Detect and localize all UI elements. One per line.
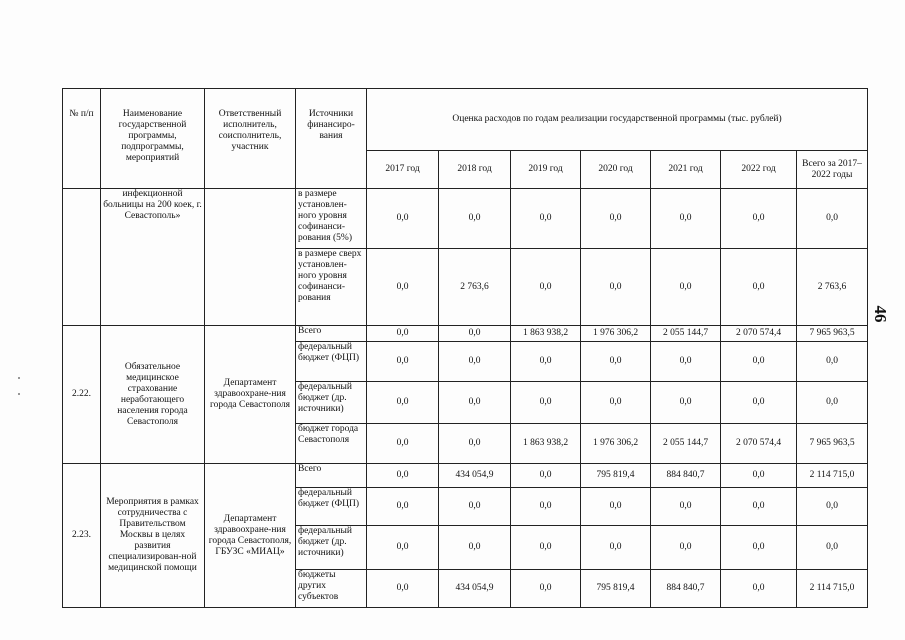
value-cell: 0,0 bbox=[797, 382, 868, 424]
value-cell: 884 840,7 bbox=[651, 570, 721, 608]
value-cell: 0,0 bbox=[367, 342, 439, 382]
value-cell: 884 840,7 bbox=[651, 464, 721, 488]
value-cell: 0,0 bbox=[367, 326, 439, 342]
value-cell: 0,0 bbox=[367, 464, 439, 488]
margin-dot bbox=[18, 393, 20, 395]
value-cell: 0,0 bbox=[367, 249, 439, 326]
value-cell: 0,0 bbox=[651, 249, 721, 326]
value-cell: 2 763,6 bbox=[439, 249, 511, 326]
table-row bbox=[63, 326, 868, 342]
header-year-2022: 2022 год bbox=[721, 151, 797, 189]
value-cell: 0,0 bbox=[651, 189, 721, 249]
value-cell: 0,0 bbox=[511, 464, 581, 488]
value-cell: 1 976 306,2 bbox=[581, 424, 651, 464]
row-source: Всего bbox=[296, 326, 367, 342]
row-source: Всего bbox=[296, 464, 367, 488]
value-cell: 0,0 bbox=[581, 526, 651, 570]
value-cell: 2 114 715,0 bbox=[797, 570, 868, 608]
header-year-2018: 2018 год bbox=[439, 151, 511, 189]
value-cell: 0,0 bbox=[581, 249, 651, 326]
value-cell: 795 819,4 bbox=[581, 464, 651, 488]
value-cell: 0,0 bbox=[511, 526, 581, 570]
value-cell: 0,0 bbox=[439, 189, 511, 249]
value-cell: 2 763,6 bbox=[797, 249, 868, 326]
value-cell: 0,0 bbox=[721, 189, 797, 249]
header-sources: Источники финансиро-вания bbox=[296, 89, 367, 189]
value-cell: 0,0 bbox=[439, 326, 511, 342]
value-cell: 0,0 bbox=[581, 342, 651, 382]
value-cell: 0,0 bbox=[581, 189, 651, 249]
value-cell: 1 863 938,2 bbox=[511, 424, 581, 464]
header-row-top bbox=[63, 89, 868, 151]
value-cell: 2 055 144,7 bbox=[651, 326, 721, 342]
row-source: в размере установлен-ного уровня софинанси-рования (5%) bbox=[296, 189, 367, 249]
value-cell: 0,0 bbox=[797, 488, 868, 526]
value-cell: 0,0 bbox=[797, 189, 868, 249]
value-cell: 0,0 bbox=[511, 342, 581, 382]
value-cell: 2 070 574,4 bbox=[721, 424, 797, 464]
row-num: 2.22. bbox=[63, 326, 101, 464]
value-cell: 0,0 bbox=[721, 342, 797, 382]
row-source: федеральный бюджет (др. источники) bbox=[296, 526, 367, 570]
value-cell: 795 819,4 bbox=[581, 570, 651, 608]
value-cell: 1 976 306,2 bbox=[581, 326, 651, 342]
value-cell: 0,0 bbox=[439, 424, 511, 464]
row-name: инфекционной больницы на 200 коек, г. Севастополь» bbox=[101, 189, 205, 326]
value-cell: 434 054,9 bbox=[439, 570, 511, 608]
value-cell: 1 863 938,2 bbox=[511, 326, 581, 342]
value-cell: 0,0 bbox=[439, 342, 511, 382]
header-year-2021: 2021 год bbox=[651, 151, 721, 189]
value-cell: 7 965 963,5 bbox=[797, 326, 868, 342]
value-cell: 0,0 bbox=[651, 526, 721, 570]
header-responsible: Ответственный исполнитель, соисполнитель, участник bbox=[205, 89, 296, 189]
value-cell: 0,0 bbox=[721, 526, 797, 570]
value-cell: 0,0 bbox=[797, 342, 868, 382]
value-cell: 2 055 144,7 bbox=[651, 424, 721, 464]
value-cell: 0,0 bbox=[721, 488, 797, 526]
value-cell: 0,0 bbox=[367, 570, 439, 608]
value-cell: 0,0 bbox=[367, 488, 439, 526]
value-cell: 0,0 bbox=[511, 488, 581, 526]
row-num: 2.23. bbox=[63, 464, 101, 608]
table-row bbox=[63, 464, 868, 488]
header-year-total: Всего за 2017–2022 годы bbox=[797, 151, 868, 189]
value-cell: 0,0 bbox=[721, 570, 797, 608]
value-cell: 0,0 bbox=[439, 382, 511, 424]
header-num: № п/п bbox=[63, 89, 101, 189]
budget-table bbox=[62, 88, 868, 608]
header-name: Наименование государственной программы, подпрограммы, мероприятий bbox=[101, 89, 205, 189]
value-cell: 0,0 bbox=[721, 464, 797, 488]
value-cell: 0,0 bbox=[367, 189, 439, 249]
page-number: 46 bbox=[871, 305, 890, 323]
value-cell: 0,0 bbox=[439, 526, 511, 570]
value-cell: 0,0 bbox=[367, 424, 439, 464]
value-cell: 0,0 bbox=[651, 488, 721, 526]
row-source: бюджет города Севастополя bbox=[296, 424, 367, 464]
value-cell: 0,0 bbox=[651, 382, 721, 424]
row-name: Обязательное медицинское страхование неработающего населения города Севастополя bbox=[101, 326, 205, 464]
value-cell: 0,0 bbox=[367, 382, 439, 424]
value-cell: 0,0 bbox=[511, 382, 581, 424]
row-responsible-empty bbox=[205, 189, 296, 326]
value-cell: 7 965 963,5 bbox=[797, 424, 868, 464]
row-responsible: Департамент здравоохране-ния города Севастополя bbox=[205, 326, 296, 464]
value-cell: 0,0 bbox=[511, 570, 581, 608]
value-cell: 0,0 bbox=[439, 488, 511, 526]
value-cell: 2 070 574,4 bbox=[721, 326, 797, 342]
row-source: федеральный бюджет (др. источники) bbox=[296, 382, 367, 424]
row-source: федеральный бюджет (ФЦП) bbox=[296, 488, 367, 526]
value-cell: 0,0 bbox=[721, 249, 797, 326]
value-cell: 0,0 bbox=[367, 526, 439, 570]
row-source: федеральный бюджет (ФЦП) bbox=[296, 342, 367, 382]
value-cell: 2 114 715,0 bbox=[797, 464, 868, 488]
header-year-2019: 2019 год bbox=[511, 151, 581, 189]
value-cell: 0,0 bbox=[511, 189, 581, 249]
header-year-2017: 2017 год bbox=[367, 151, 439, 189]
row-name: Мероприятия в рамках сотрудничества с Правительством Москвы в целях развития специализирован-ной медицинской помощи bbox=[101, 464, 205, 608]
value-cell: 0,0 bbox=[511, 249, 581, 326]
value-cell: 434 054,9 bbox=[439, 464, 511, 488]
header-year-2020: 2020 год bbox=[581, 151, 651, 189]
table-row bbox=[63, 189, 868, 249]
value-cell: 0,0 bbox=[581, 488, 651, 526]
value-cell: 0,0 bbox=[651, 342, 721, 382]
row-num-empty bbox=[63, 189, 101, 326]
header-estimate: Оценка расходов по годам реализации государственной программы (тыс. рублей) bbox=[367, 89, 868, 151]
row-source: бюджеты других субъектов bbox=[296, 570, 367, 608]
value-cell: 0,0 bbox=[581, 382, 651, 424]
row-responsible: Департамент здравоохране-ния города Севастополя, ГБУЗС «МИАЦ» bbox=[205, 464, 296, 608]
row-source: в размере сверх установлен-ного уровня софинанси-рования bbox=[296, 249, 367, 326]
margin-dot bbox=[18, 377, 20, 379]
value-cell: 0,0 bbox=[721, 382, 797, 424]
value-cell: 0,0 bbox=[797, 526, 868, 570]
